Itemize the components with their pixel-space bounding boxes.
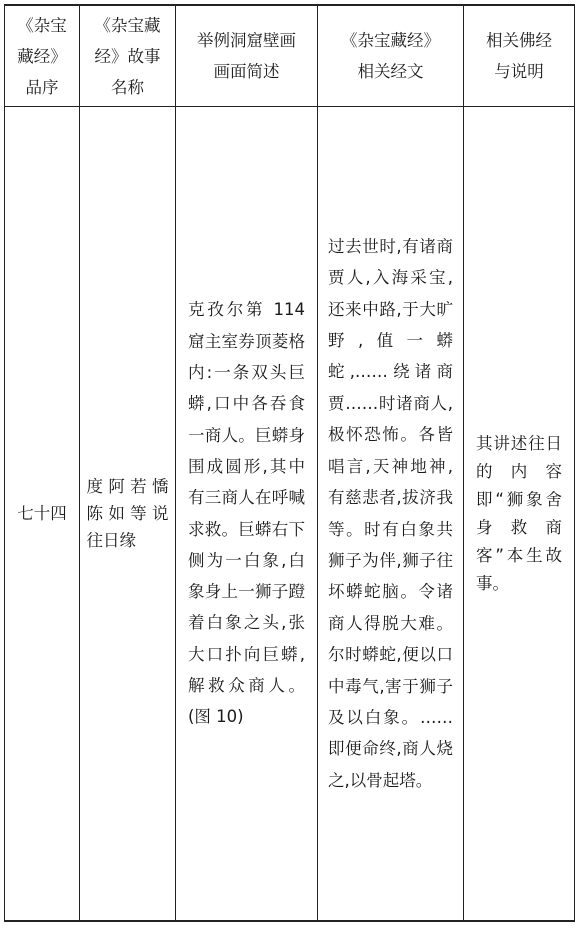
story-name-cell <box>80 107 175 920</box>
sutra-cell <box>318 107 463 920</box>
header-mural-description: 举例洞窟壁画 画面简述 <box>197 31 296 81</box>
story-name-value: 度阿若憍陈如等说往日缘 <box>86 477 169 550</box>
mural-cell <box>176 107 317 920</box>
chapter-order-cell <box>5 107 79 920</box>
header-sutra-text: 《杂宝藏经》 相关经文 <box>341 31 440 81</box>
notes-cell <box>464 107 574 920</box>
sutra-text: 过去世时,有诸商贾人,入海采宝,还来中路,于大旷野,值一蟒蛇,……绕诸商贾……时诸商人,极怀恐怖。各皆唱言,天神地神,有慈悲者,拔济我等。时有白象共狮子为伴,狮子往坏蟒蛇脑。令诸商人得脱大难。尔时蟒蛇,便以口中毒气,害于狮子及以白象。……即便命终,商人烧之,以骨起塔。 <box>328 236 453 790</box>
table-border-bottom <box>4 920 575 922</box>
notes-text: 其讲述往日的内容即“狮象舍身救商客”本生故事。 <box>476 433 562 593</box>
mural-description: 克孜尔第 114 窟主室券顶菱格内:一条双头巨蟒,口中各吞食一商人。巨蟒身围成圆形,其中有三商人在呼喊求救。巨蟒右下侧为一白象,白象身上一狮子蹬着白象之头,张大口扑向巨蟒,解救众商人。(图 10) <box>188 300 305 727</box>
header-notes: 相关佛经 与说明 <box>486 31 552 81</box>
header-story-name: 《杂宝藏 经》故事 名称 <box>94 16 161 97</box>
table-border-right <box>574 4 575 921</box>
table-border-top <box>4 4 575 6</box>
chapter-order-value: 七十四 <box>17 504 67 523</box>
header-chapter-order: 《杂宝 藏经》 品序 <box>17 16 67 97</box>
